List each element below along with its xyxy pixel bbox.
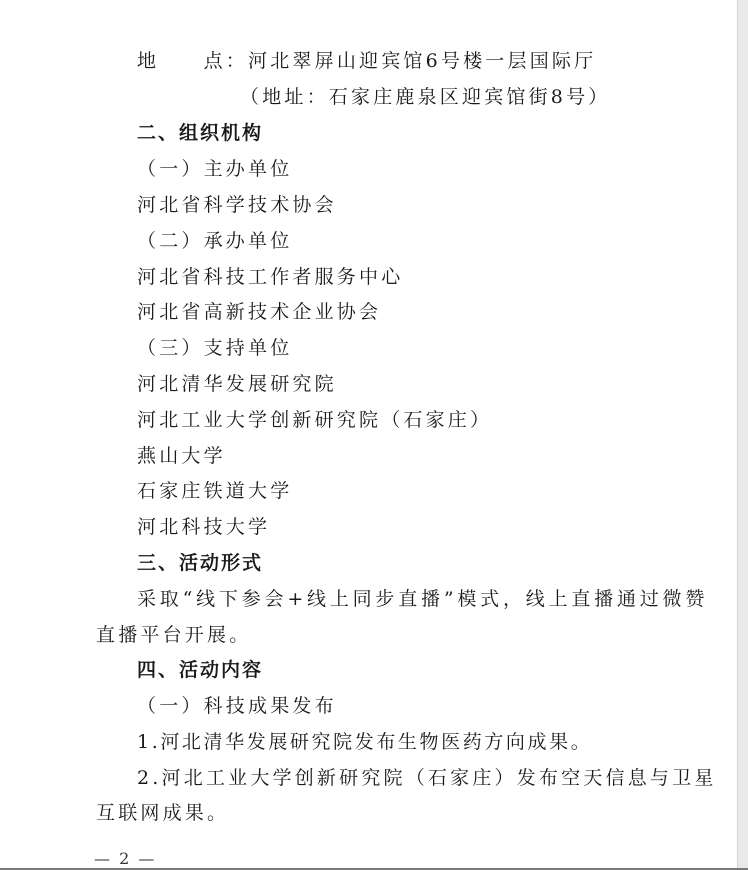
format-paragraph-line1: 采取“线下参会+线上同步直播”模式，线上直播通过微赞 xyxy=(137,588,709,610)
content-item-1: 1.河北清华发展研究院发布生物医药方向成果。 xyxy=(137,731,593,753)
host-unit: 河北省科学技术协会 xyxy=(137,194,337,216)
content-item-2-line1: 2.河北工业大学创新研究院（石家庄）发布空天信息与卫星 xyxy=(137,767,717,789)
venue-line xyxy=(137,48,596,74)
section-heading-content: 四、活动内容 xyxy=(137,659,264,681)
subheading-support: （三）支持单位 xyxy=(137,337,293,359)
support-unit: 石家庄铁道大学 xyxy=(137,480,293,502)
subheading-host: （一）主办单位 xyxy=(137,158,293,180)
format-paragraph-line2: 直播平台开展。 xyxy=(96,624,252,646)
subheading-achievements: （一）科技成果发布 xyxy=(137,695,337,717)
venue-value: 河北翠屏山迎宾馆6号楼一层国际厅 xyxy=(248,50,597,72)
venue-label: 地 点： xyxy=(137,50,249,72)
venue-address: （地址：石家庄鹿泉区迎宾馆街8号） xyxy=(240,86,611,108)
support-unit: 河北科技大学 xyxy=(137,516,271,538)
support-unit: 河北清华发展研究院 xyxy=(137,373,337,395)
section-heading-organization: 二、组织机构 xyxy=(137,122,264,144)
content-item-2-line2: 互联网成果。 xyxy=(96,802,230,824)
scrollbar-track[interactable] xyxy=(737,0,748,870)
page-number: — 2 — xyxy=(94,849,157,868)
organizer-unit: 河北省科技工作者服务中心 xyxy=(137,266,404,288)
support-unit: 河北工业大学创新研究院（石家庄） xyxy=(137,409,493,431)
subheading-organizer: （二）承办单位 xyxy=(137,230,293,252)
support-unit: 燕山大学 xyxy=(137,445,226,467)
organizer-unit: 河北省高新技术企业协会 xyxy=(137,301,382,323)
section-heading-format: 三、活动形式 xyxy=(137,552,264,574)
